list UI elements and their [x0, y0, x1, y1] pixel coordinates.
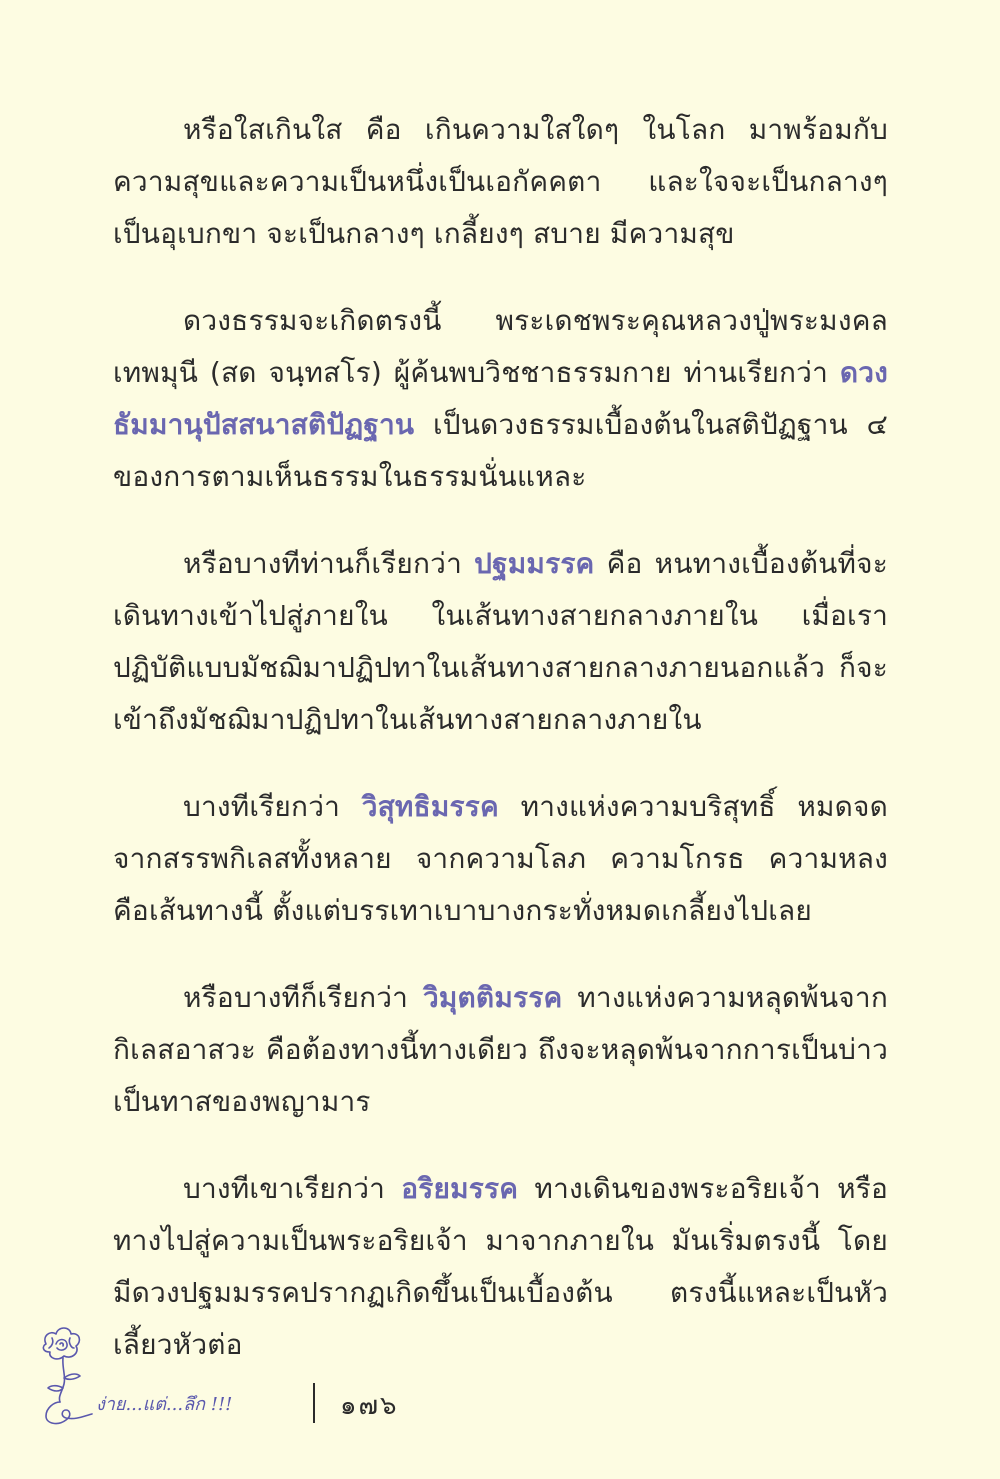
paragraph-text: ดวงธรรมจะเกิดตรงนี้ พระเดชพระคุณหลวงปู่พระมงคลเทพมุนี (สด จนฺทสโร) ผู้ค้นพบวิชชาธรรมกาย ท่านเรียกว่า	[113, 304, 888, 389]
highlighted-term: ปฐมมรรค	[474, 547, 595, 580]
page-number: ๑๗๖	[340, 1391, 399, 1421]
paragraph-text: หรือบางทีท่านก็เรียกว่า	[183, 547, 475, 580]
footer	[36, 1322, 476, 1432]
paragraph	[113, 781, 888, 937]
rose-logo	[36, 1322, 476, 1432]
rose-icon	[43, 1328, 92, 1423]
paragraph-text: หรือบางทีก็เรียกว่า	[183, 981, 423, 1014]
paragraph	[113, 538, 888, 746]
series-title: ง่าย...แต่...ลึก !!!	[96, 1394, 233, 1415]
paragraph-text: บางทีเรียกว่า	[183, 790, 362, 823]
paragraph-text: หรือใสเกินใส คือ เกินความใสใดๆ ในโลก มาพร้อมกับความสุขและความเป็นหนึ่งเป็นเอกัคคตา และใจจะเป็นกลางๆ เป็นอุเบกขา จะเป็นกลางๆ เกลี้ยงๆ สบาย มีความสุข	[113, 113, 888, 250]
footer-divider	[313, 1383, 315, 1423]
highlighted-term: วิมุตติมรรค	[422, 981, 563, 1014]
paragraph	[113, 295, 888, 503]
highlighted-term: อริยมรรค	[401, 1172, 519, 1205]
highlighted-term: ดวงธัมมานุปัสสนาสติปัฏฐาน	[113, 356, 888, 441]
paragraph	[113, 104, 888, 260]
paragraph	[113, 972, 888, 1128]
paragraph-text: เป็นดวงธรรมเบื้องต้นในสติปัฏฐาน ๔ ของการตามเห็นธรรมในธรรมนั่นแหละ	[113, 408, 888, 493]
paragraph-text: ทางแห่งความหลุดพ้นจากกิเลสอาสวะ คือต้องทางนี้ทางเดียว ถึงจะหลุดพ้นจากการเป็นบ่าวเป็นทาสของพญามาร	[113, 981, 888, 1118]
paragraph-text: ทางเดินของพระอริยเจ้า หรือทางไปสู่ความเป็นพระอริยเจ้า มาจากภายใน มันเริ่มตรงนี้ โดยมีดวงปฐมมรรคปรากฏเกิดขึ้นเป็นเบื้องต้น ตรงนี้แหละเป็นหัวเลี้ยวหัวต่อ	[113, 1172, 888, 1361]
paragraph-text: ทางแห่งความบริสุทธิ์ หมดจดจากสรรพกิเลสทั้งหลาย จากความโลภ ความโกรธ ความหลง คือเส้นทางนี้ ตั้งแต่บรรเทาเบาบางกระทั่งหมดเกลี้ยงไปเลย	[113, 790, 889, 927]
paragraph-text: บางทีเขาเรียกว่า	[183, 1172, 402, 1205]
highlighted-term: วิสุทธิมรรค	[361, 790, 499, 823]
page-content	[113, 104, 888, 1406]
paragraph-text: คือ หนทางเบื้องต้นที่จะเดินทางเข้าไปสู่ภายใน ในเส้นทางสายกลางภายใน เมื่อเราปฏิบัติแบบมัชฌิมาปฏิปทาในเส้นทางสายกลางภายนอกแล้ว ก็จะเข้าถึงมัชฌิมาปฏิปทาในเส้นทางสายกลางภายใน	[113, 547, 888, 736]
